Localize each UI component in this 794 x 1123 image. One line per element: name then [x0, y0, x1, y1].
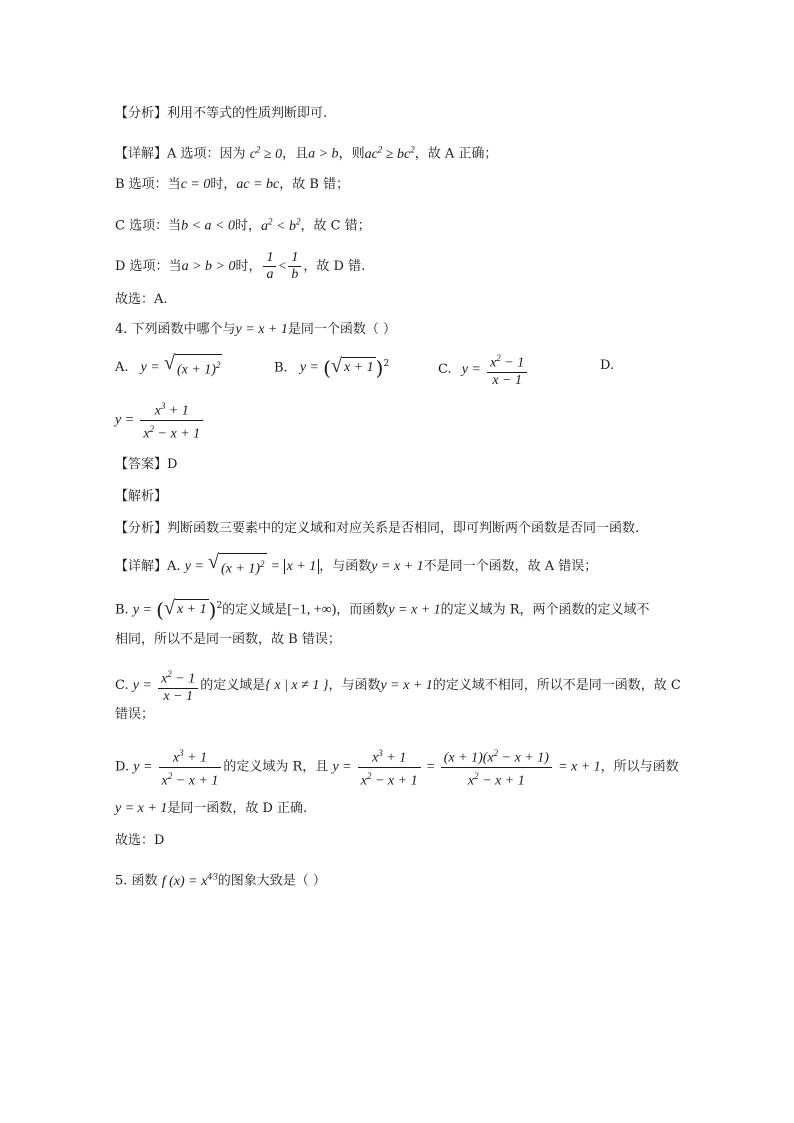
q4-detail-d: D. y = $\frac{x^3 + 1}{x^2 - x + 1}$ 的定义域为 R，且 y = $\frac{x^3 + 1}{x^2 - x + 1}$ = $\frac{(x + 1)(x^2 - x + 1)}{x^2 - x + 1}$ = x + 1，所以与函数	[115, 745, 679, 789]
q4-option-d-label: D.	[600, 358, 615, 373]
line-c-text-2: 时，	[235, 218, 262, 234]
q4-detail-tag: 【详解】	[115, 558, 168, 574]
jiexi-tag: 【解析】	[115, 489, 168, 504]
answer-value: D	[167, 457, 178, 472]
q4-option-d-formula: y = $\frac{x^3 + 1}{x^2 - x + 1}$	[115, 398, 205, 442]
q4-answer-line	[115, 455, 177, 475]
line-b-text-1: B 选项：当	[115, 177, 181, 192]
math-frac-1-a: $\frac{1}{a}$	[263, 250, 276, 283]
analysis-text: 利用不等式的性质判断即可.	[167, 106, 328, 121]
analysis-tag: 【分析】	[115, 106, 168, 121]
q4-detail-a: 【详解】A. y = √ $(x + 1)^2 = x + 1$ ，与函数y = x + 1不是同一个函数，故 A 错误；	[115, 551, 598, 577]
detail-line-a	[115, 139, 497, 165]
math-frac-x3-1-over-x2-x-1: $\frac{x^3 + 1}{x^2 - x + 1}$	[140, 398, 203, 442]
q4-analysis-line	[115, 519, 639, 539]
q4-option-a-label: A.	[115, 359, 129, 375]
q4-analysis-text: 判断函数三要素中的定义域和对应关系是否相同，即可判断两个函数是否同一函数.	[167, 521, 640, 536]
line-c-text-3: ，故 C 错；	[300, 218, 371, 234]
math-interval: [−1, +∞)	[287, 602, 337, 618]
detail-a-text-3: ，则	[338, 146, 365, 162]
q4-detail-d-text-2: 的定义域为 R，且	[223, 759, 329, 775]
q4-detail-c-label: C.	[115, 677, 129, 693]
q4-detail-d-label: D.	[115, 759, 130, 775]
q4-detail-c-text-4: 的定义域不相同，所以不是同一函数，故 C	[432, 677, 681, 693]
answer-tag: 【答案】	[115, 457, 168, 472]
q5-stem	[115, 866, 326, 892]
choose-d-line	[115, 831, 164, 851]
line-d-text-1: D 选项：当	[115, 259, 182, 274]
line-d-text-2: 时，	[235, 259, 262, 274]
choose-a-line	[115, 290, 168, 310]
q4-detail-b-text-5: 相同，所以不是同一函数，故 B 错误；	[115, 632, 341, 647]
q4-option-b-label: B.	[274, 360, 288, 376]
q4-detail-c-2	[115, 705, 154, 725]
q4-jiexi-line	[115, 487, 167, 507]
math-a-gt-b-gt-0: a > b > 0	[181, 259, 236, 274]
q4-detail-b: B. y = ( √ x + 1 )$^2$的定义域是[−1, +∞)，而函数y = x + 1的定义域为 R，两个函数的定义域不	[115, 597, 650, 622]
q4-detail-a-text-2: ，与函数	[319, 558, 372, 574]
q4-analysis-tag: 【分析】	[115, 521, 168, 536]
line-b-text-3: ，故 B 错；	[279, 177, 350, 192]
math-sqrt-x1-squared: √ $(x + 1)^2$	[163, 352, 221, 378]
q4-detail-d-2: y = x + 1是同一函数，故 D 正确.	[115, 801, 308, 816]
choose-d-text: 故选：D	[115, 833, 165, 848]
math-c-eq-0: c = 0	[180, 177, 211, 192]
math-f-x-eq-x-4-3: f $(x) = x^{4⁄3}$	[161, 871, 218, 889]
math-ac2-ge-bc2: $ac^2 \ge bc^2$	[364, 144, 415, 162]
q4-detail-c-text-3: ，与函数	[328, 677, 381, 693]
q5-stem-text-2: 的图象大致是（ ）	[217, 873, 326, 889]
detail-a-text-2: ，且	[282, 146, 309, 162]
q4-option-d	[600, 356, 614, 376]
math-ac-eq-bc: ac = bc	[236, 177, 280, 192]
analysis-line-1	[115, 104, 327, 124]
q4-detail-b-text-4: 的定义域为 R，两个函数的定义域不	[440, 602, 650, 618]
q4-option-a: A. y = √ $(x + 1)^2$	[115, 354, 222, 381]
q4-stem-text-1: 4. 下列函数中哪个与	[115, 322, 236, 337]
math-y-eq-x-plus-1: y = x + 1	[235, 322, 288, 337]
q4-detail-d-text-3: ，所以与函数	[600, 759, 679, 775]
q4-option-c-label: C.	[438, 361, 452, 377]
detail-a-text: A 选项：因为	[167, 146, 246, 162]
math-frac-1-b: $\frac{1}{b}$	[288, 250, 301, 283]
q4-stem	[115, 320, 396, 340]
detail-line-c	[115, 211, 371, 237]
q4-stem-text-2: 是同一个函数（ ）	[287, 322, 397, 337]
math-a2-lt-b2: $a^2 < b^2$	[261, 216, 301, 234]
q4-detail-d-text-4: 是同一函数，故 D 正确.	[167, 801, 308, 816]
q4-option-c: C. y = $\frac{x^2 - 1}{x - 1}$	[438, 350, 529, 389]
math-sqrt-x1: √ x + 1	[330, 355, 374, 378]
q4-detail-c-text-5: 错误；	[115, 707, 155, 722]
detail-line-d: D 选项：当a > b > 0时， $\frac{1}{a}$ < $\frac{1}{b}$ ，故 D 错.	[115, 250, 366, 282]
choose-a-text: 故选：A.	[115, 292, 168, 307]
detail-a-text-4: ，故 A 正确；	[414, 146, 498, 162]
q4-detail-b-2	[115, 630, 341, 650]
q4-detail-b-text-3: ，而函数	[336, 602, 389, 618]
q4-detail-a-label: A.	[167, 558, 181, 574]
math-b-lt-a-lt-0: b < a < 0	[181, 218, 235, 234]
q4-detail-c: C. y = $\frac{x^2 - 1}{x - 1}$ 的定义域是{ x | x ≠ 1 }，与函数y = x + 1的定义域不相同，所以不是同一函数，故 C	[115, 666, 681, 705]
math-factored-fraction: $\frac{(x + 1)(x^2 - x + 1)}{x^2 - x + 1}$	[441, 745, 552, 789]
line-c-text-1: C 选项：当	[115, 218, 182, 234]
line-b-text-2: 时，	[210, 177, 237, 192]
q4-detail-b-text-2: 的定义域是	[222, 602, 288, 618]
math-set-x-ne-1: { x | x ≠ 1 }	[265, 677, 329, 693]
q4-detail-a-text-3: 不是同一个函数，故 A 错误；	[423, 558, 598, 574]
q4-detail-c-text-2: 的定义域是	[200, 677, 266, 693]
math-frac-x2-1-over-x-1: $\frac{x^2 - 1}{x - 1}$	[487, 350, 527, 389]
q5-stem-text-1: 5. 函数	[115, 873, 158, 889]
math-c2-ge-0: $c^2 \ge 0$	[249, 144, 283, 162]
line-d-text-3: ，故 D 错.	[303, 259, 366, 274]
math-a-gt-b: a > b	[308, 146, 339, 162]
q4-detail-b-label: B.	[115, 602, 129, 618]
detail-line-b	[115, 175, 349, 195]
detail-tag: 【详解】	[115, 146, 168, 162]
q4-option-b: B. y = ( √ x + 1 )$^2$	[274, 355, 390, 380]
